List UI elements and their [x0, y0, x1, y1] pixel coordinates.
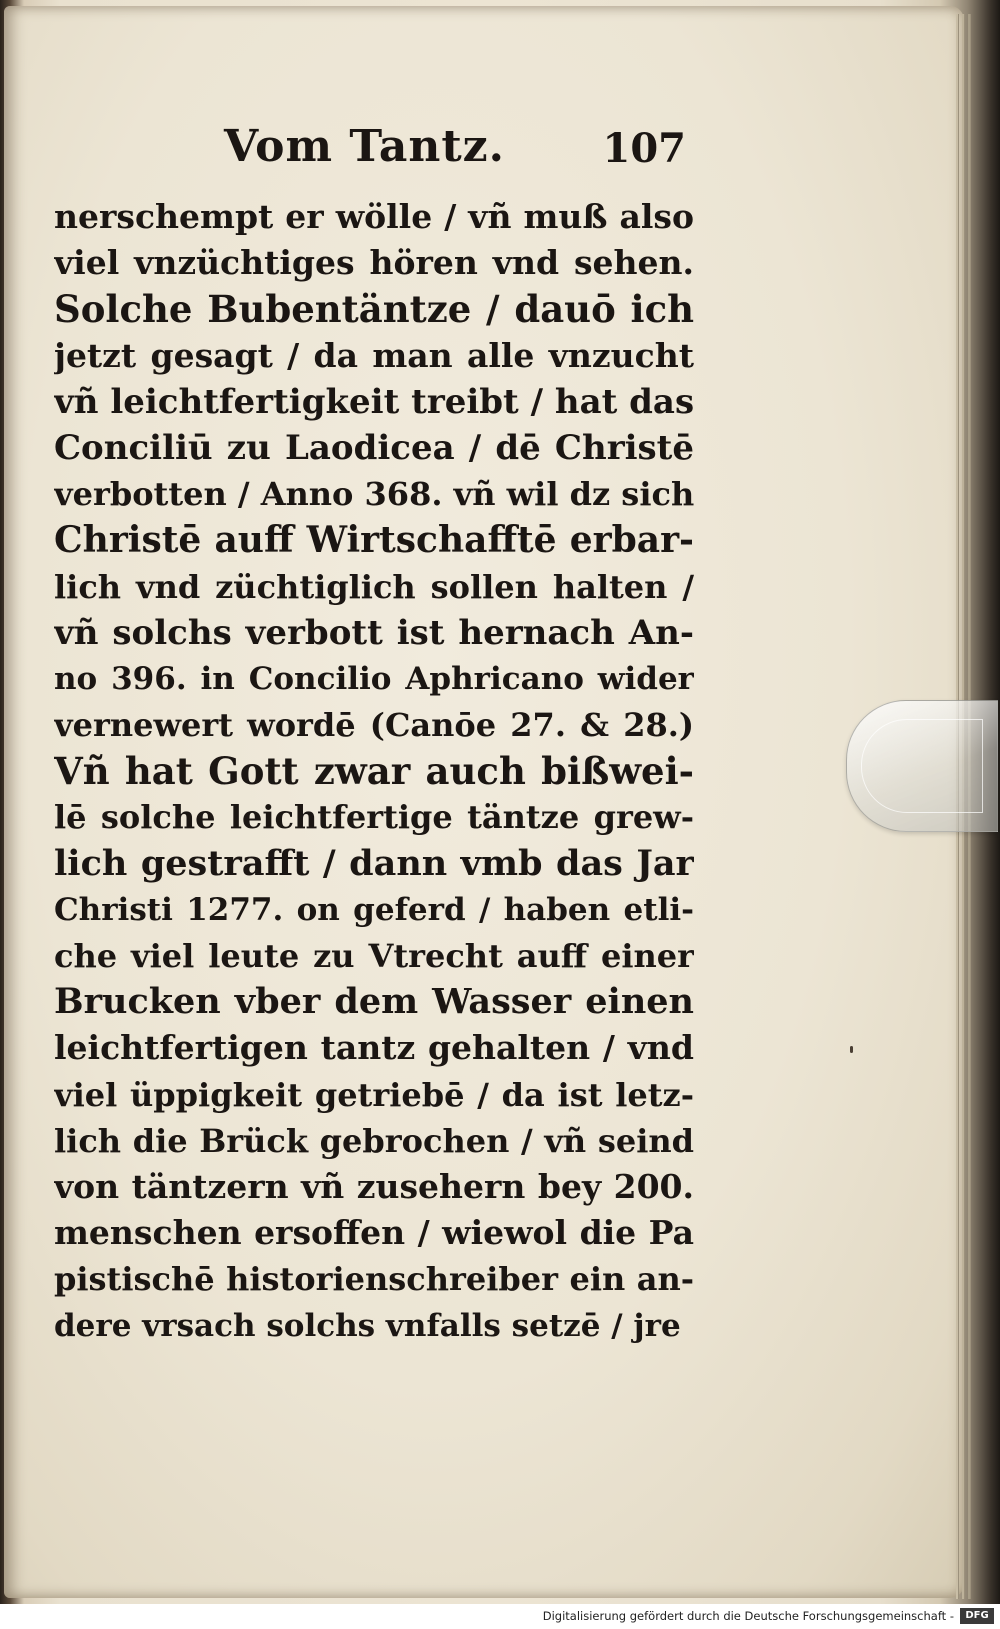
page-number: 107 — [602, 125, 686, 172]
text-line: nerschempt er wölle / vñ muß also — [54, 197, 694, 236]
text-line: lich gestrafft / dann vmb das Jar — [54, 842, 694, 884]
ink-speck — [850, 1046, 853, 1053]
text-line: vernewert wordē (Canōe 27. & 28.) — [54, 706, 694, 745]
text-line: lich vnd züchtiglich sollen halten / — [54, 567, 694, 606]
text-line: pistischē historienschreiber ein an- — [54, 1260, 694, 1299]
text-line: leichtfertigen tantz gehalten / vnd — [54, 1028, 694, 1068]
text-line: Brucken vber dem Wasser einen — [54, 981, 694, 1023]
text-line: Conciliū zu Laodicea / dē Christē — [54, 427, 694, 468]
body-text — [54, 194, 694, 1349]
text-line: von täntzern vñ zusehern bey 200. — [54, 1166, 694, 1206]
text-line: Solche Bubentäntze / dauō ich — [54, 287, 694, 332]
footer-credit: Digitalisierung gefördert durch die Deutsche Forschungsgemeinschaft - — [542, 1609, 954, 1623]
text-line: che viel leute zu Vtrecht auff einer — [54, 937, 694, 975]
text-line: vñ leichtfertigkeit treibt / hat das — [54, 381, 694, 422]
text-line: viel üppigkeit getriebē / da ist letz- — [54, 1075, 694, 1114]
text-line: lich die Brück gebrochen / vñ seind — [54, 1121, 694, 1160]
running-header — [64, 121, 686, 181]
page-clip-inner — [861, 719, 983, 813]
text-line: lē solche leichtfertige täntze grew- — [54, 798, 694, 837]
text-line: jetzt gesagt / da man alle vnzucht — [54, 335, 694, 375]
text-line: viel vnzüchtiges hören vnd sehen. — [54, 243, 694, 283]
text-line: verbotten / Anno 368. vñ wil dz sich — [54, 475, 694, 514]
text-line: dere vrsach solchs vnfalls setzē / jre — [54, 1307, 681, 1344]
running-title: Vom Tantz. — [224, 121, 505, 172]
text-line: vñ solchs verbott ist hernach An- — [54, 612, 694, 653]
text-line: no 396. in Concilio Aphricano wider — [54, 660, 694, 697]
text-line: Vñ hat Gott zwar auch bißwei- — [54, 749, 694, 794]
text-line: Christi 1277. on geferd / haben etli- — [54, 891, 694, 928]
footer-bar — [0, 1604, 1000, 1629]
text-line: Christē auff Wirtschafftē erbar- — [54, 519, 694, 562]
text-line: menschen ersoffen / wiewol die Pa — [54, 1213, 694, 1253]
paper-page — [4, 6, 964, 1598]
dfg-logo: DFG — [960, 1608, 994, 1624]
page-clip — [846, 700, 998, 832]
